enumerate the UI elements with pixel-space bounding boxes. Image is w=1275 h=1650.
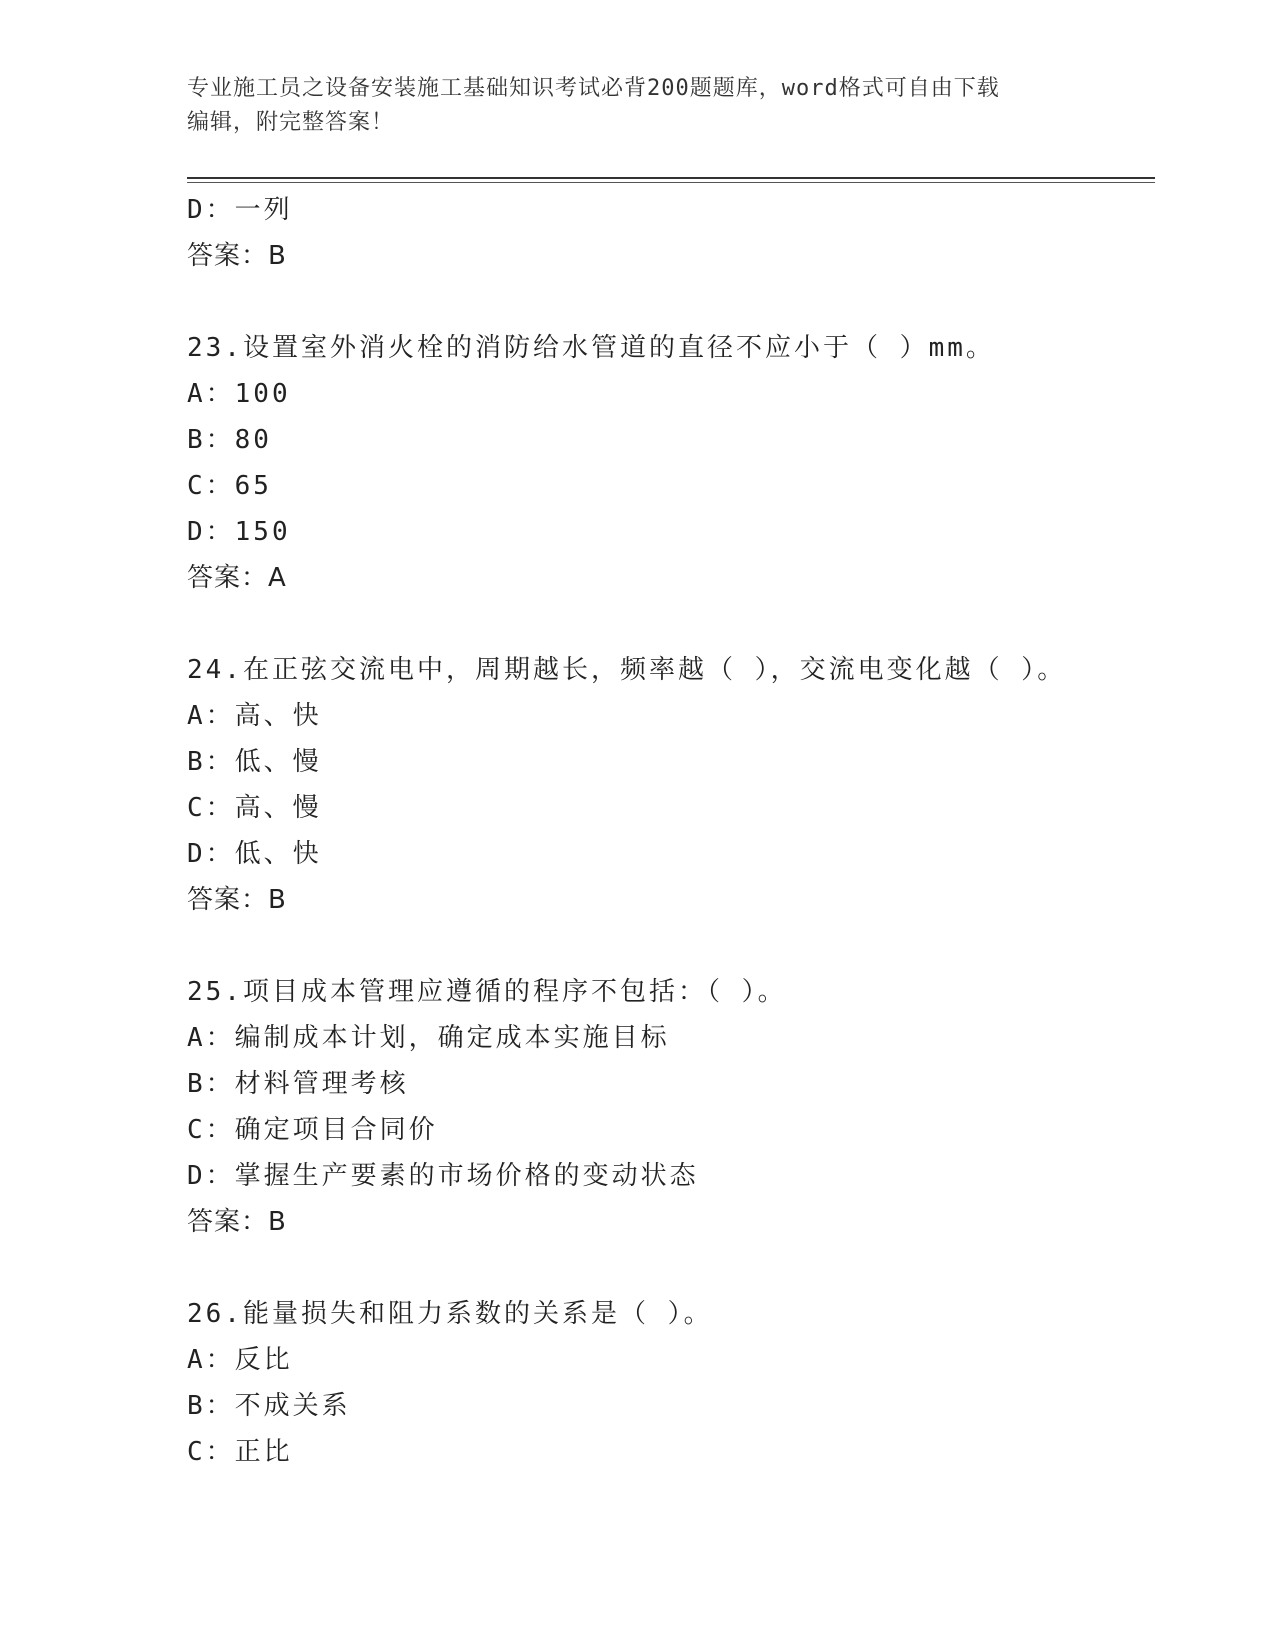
spacer bbox=[187, 601, 1147, 647]
question-25-option-d: D：掌握生产要素的市场价格的变动状态 bbox=[187, 1161, 699, 1191]
question-24-text: 24.在正弦交流电中，周期越长，频率越（ ），交流电变化越（ ）。 bbox=[187, 655, 1067, 685]
header-rule-thick bbox=[187, 177, 1155, 179]
question-25-option-c: C：确定项目合同价 bbox=[187, 1115, 438, 1145]
question-list bbox=[187, 187, 1147, 1475]
question-25-text: 25.项目成本管理应遵循的程序不包括：（ ）。 bbox=[187, 977, 787, 1007]
spacer bbox=[187, 923, 1147, 969]
question-25-option-b: B：材料管理考核 bbox=[187, 1069, 409, 1099]
document-header bbox=[187, 72, 1067, 140]
question-23-option-b: B：80 bbox=[187, 425, 272, 455]
question-23-option-d: D：150 bbox=[187, 517, 291, 547]
question-23-answer: 答案：A bbox=[187, 563, 287, 593]
question-26-option-b: B：不成关系 bbox=[187, 1391, 351, 1421]
question-24-option-d: D：低、快 bbox=[187, 839, 322, 869]
question-23-option-a: A：100 bbox=[187, 379, 291, 409]
question-25-option-a: A：编制成本计划，确定成本实施目标 bbox=[187, 1023, 670, 1053]
prev-option-d: D：一列 bbox=[187, 195, 293, 225]
question-24-option-b: B：低、慢 bbox=[187, 747, 322, 777]
question-26-text: 26.能量损失和阻力系数的关系是（ ）。 bbox=[187, 1299, 713, 1329]
question-25-answer: 答案：B bbox=[187, 1207, 287, 1237]
spacer bbox=[187, 279, 1147, 325]
question-23-option-c: C：65 bbox=[187, 471, 272, 501]
spacer bbox=[187, 1245, 1147, 1291]
question-26-option-c: C：正比 bbox=[187, 1437, 293, 1467]
question-24-option-c: C：高、慢 bbox=[187, 793, 322, 823]
question-26-option-a: A：反比 bbox=[187, 1345, 293, 1375]
question-23-text: 23.设置室外消火栓的消防给水管道的直径不应小于（ ）mm。 bbox=[187, 333, 995, 363]
question-24-option-a: A：高、快 bbox=[187, 701, 322, 731]
header-line-1: 专业施工员之设备安装施工基础知识考试必背200题题库，word格式可自由下载 bbox=[187, 76, 1000, 101]
header-line-2: 编辑，附完整答案！ bbox=[187, 110, 395, 135]
prev-answer: 答案：B bbox=[187, 241, 287, 271]
question-24-answer: 答案：B bbox=[187, 885, 287, 915]
header-rule-thin bbox=[187, 182, 1155, 183]
